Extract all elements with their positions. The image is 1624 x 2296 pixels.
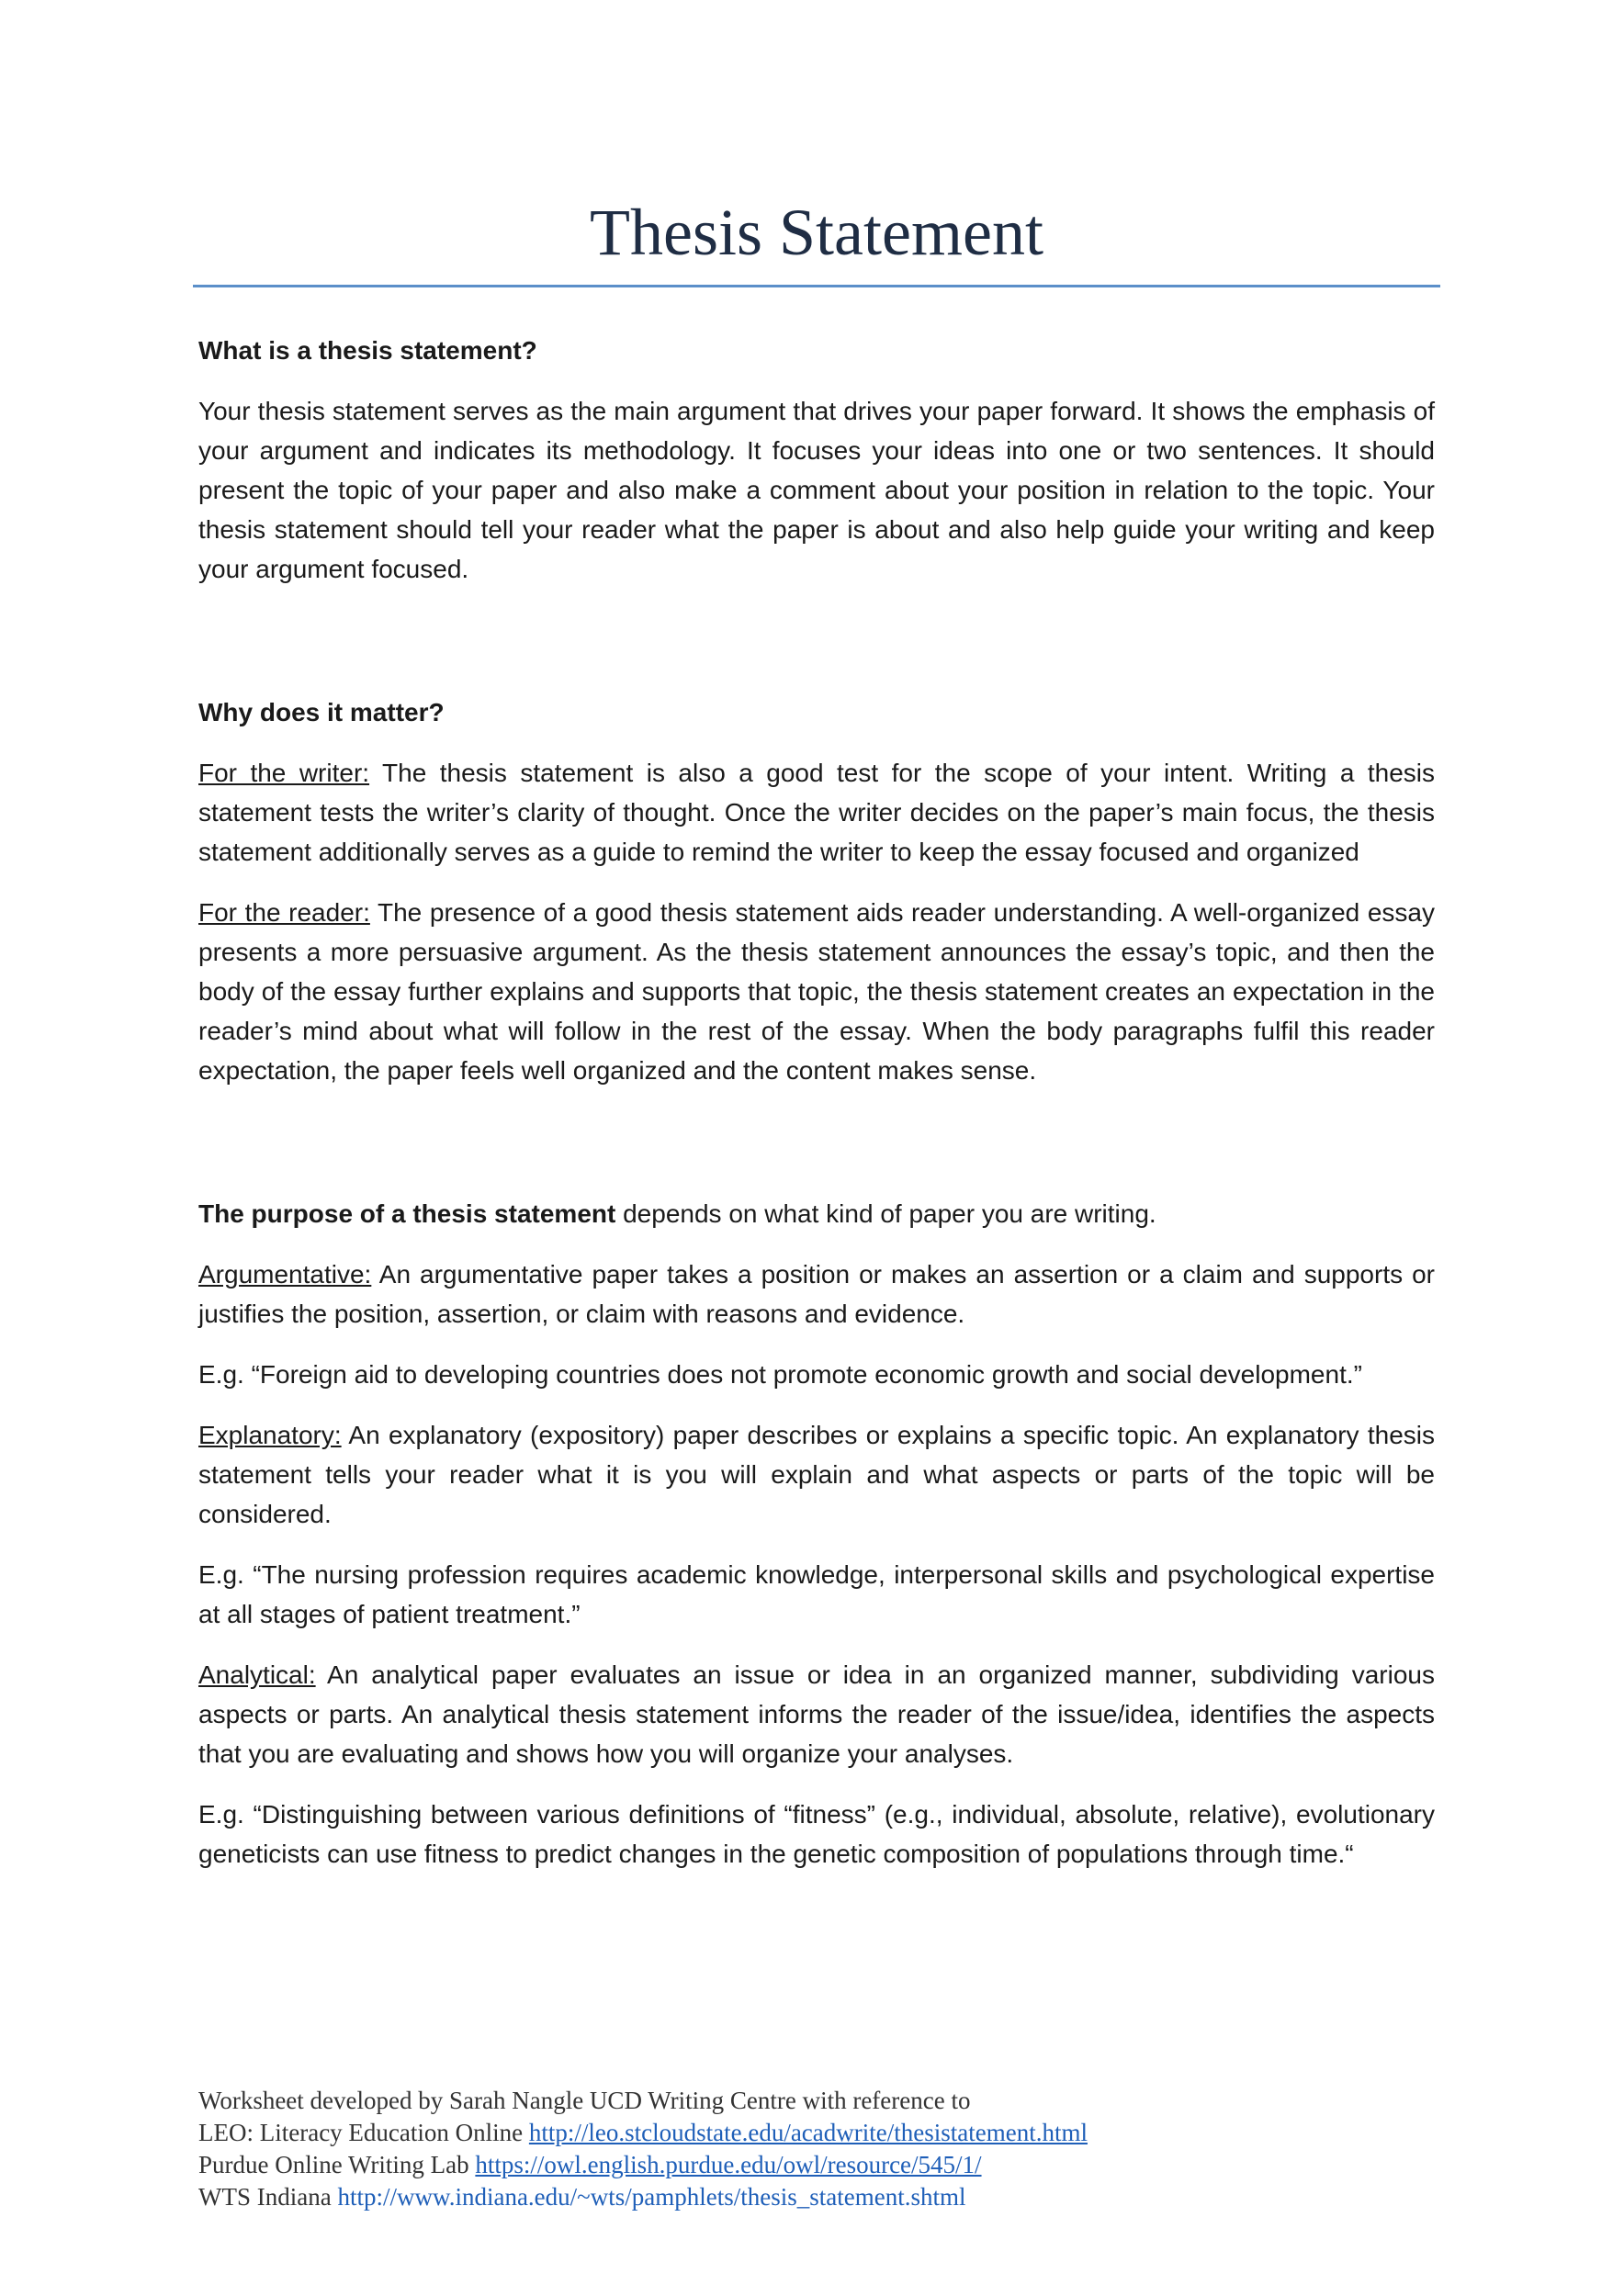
title-underline [193,285,1440,287]
text-analytical: An analytical paper evaluates an issue or idea in an organized manner, subdividing various aspects or parts. An analytical thesis statement informs the reader of the issue/idea, identifies the aspects that you are evaluating and shows how you will organize your analyses. [198,1660,1435,1768]
text-for-reader: The presence of a good thesis statement aids reader understanding. A well-organized essay presents a more persuasive argument. As the thesis statement announces the essay’s topic, and then the body of the essay further explains and supports that topic, the thesis statement creates an expectation in the reader’s mind about what will follow in the rest of the essay. When the body paragraphs fulfil this reader expectation, the paper feels well organized and the content makes sense. [198,898,1435,1085]
text-for-writer: The thesis statement is also a good test for the scope of your intent. Writing a thesis statement tests the writer’s clarity of thought. Once the writer decides on the paper’s main focus, the thesis statement additionally serves as a guide to remind the writer to keep the essay focused and organized [198,759,1436,866]
paragraph-analytical [198,1655,1435,1773]
footer-purdue-line [198,2149,1435,2181]
document-body [198,331,1435,1895]
paragraph-argumentative [198,1255,1435,1334]
paragraph-explanatory [198,1415,1435,1534]
leo-link[interactable]: http://leo.stcloudstate.edu/acadwrite/thesistatement.html [528,2119,1088,2146]
label-for-writer: For the writer: [198,759,370,787]
paragraph-definition: Your thesis statement serves as the main argument that drives your paper forward. It shows the emphasis of your argument and indicates its methodology. It focuses your ideas into one or two sentences. It should present the topic of your paper and also make a comment about your position in relation to the topic. Your thesis statement should tell your reader what the paper is about and also help guide your writing and keep your argument focused. [198,397,1435,583]
spacer [198,610,1435,692]
example-explanatory: E.g. “The nursing profession requires academic knowledge, interpersonal skills and psychological expertise at all stages of patient treatment.” [198,1560,1435,1628]
text-explanatory: An explanatory (expository) paper describes or explains a specific topic. An explanatory thesis statement tells your reader what it is you will explain and what aspects or parts of the topic will be considered. [198,1421,1435,1528]
label-argumentative: Argumentative: [198,1260,372,1289]
label-for-reader: For the reader: [198,898,370,927]
purdue-link[interactable]: https://owl.english.purdue.edu/owl/resource/545/1/ [475,2151,982,2178]
footer-wts-label: WTS Indiana [198,2183,338,2211]
section-heading-why-matter: Why does it matter? [198,698,445,726]
label-explanatory: Explanatory: [198,1421,342,1449]
spacer [198,1111,1435,1194]
footer-references [198,2085,1435,2213]
footer-leo-label: LEO: Literacy Education Online [198,2119,529,2146]
footer-credit: Worksheet developed by Sarah Nangle UCD Writing Centre with reference to [198,2087,971,2114]
paragraph-purpose-intro [198,1194,1435,1233]
text-argumentative: An argumentative paper takes a position or makes an assertion or a claim and supports or justifies the position, assertion, or claim with reasons and evidence. [198,1260,1435,1328]
footer-leo-line [198,2117,1435,2149]
page-title: Thesis Statement [590,196,1043,269]
label-analytical: Analytical: [198,1660,316,1689]
purpose-bold-lead: The purpose of a thesis statement [198,1199,616,1228]
example-argumentative: E.g. “Foreign aid to developing countries does not promote economic growth and social development.” [198,1360,1362,1389]
paragraph-for-reader [198,893,1435,1090]
footer-wts-line [198,2181,1435,2213]
example-analytical: E.g. “Distinguishing between various definitions of “fitness” (e.g., individual, absolute, relative), evolutionary geneticists can use fitness to predict changes in the genetic composition of populations through time.“ [198,1800,1435,1868]
paragraph-for-writer [198,753,1435,872]
purpose-intro-text: depends on what kind of paper you are writing. [615,1199,1156,1228]
wts-link[interactable]: http://www.indiana.edu/~wts/pamphlets/thesis_statement.shtml [337,2183,966,2211]
section-heading-what-is: What is a thesis statement? [198,336,537,365]
footer-purdue-label: Purdue Online Writing Lab [198,2151,476,2178]
